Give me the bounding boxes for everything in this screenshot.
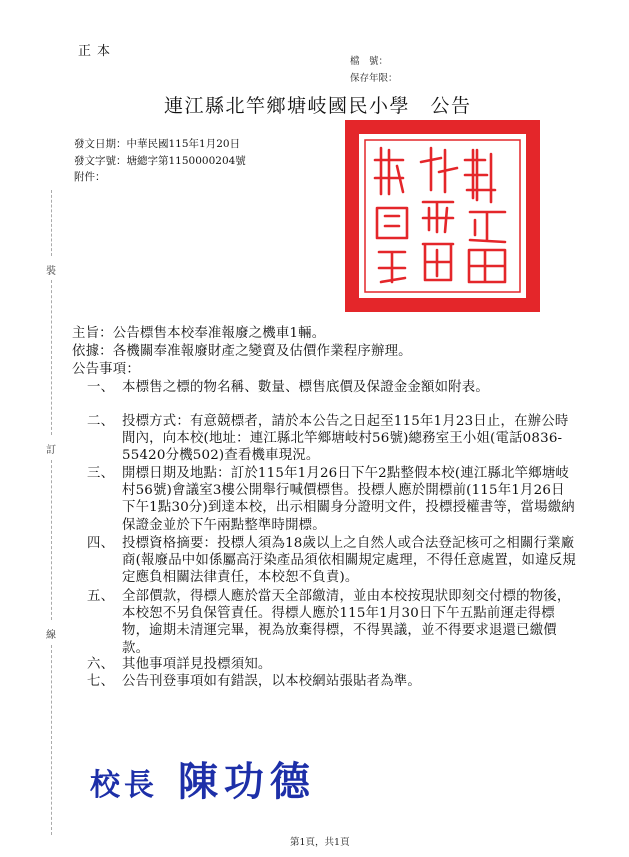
binding-dash	[51, 460, 52, 620]
item-text: 公告刊登事項如有錯誤，以本校網站張貼者為準。	[122, 674, 421, 689]
binding-dash	[51, 280, 52, 435]
item-number: 二、	[87, 414, 115, 429]
signature-title: 校長	[90, 768, 158, 803]
item-number: 三、	[87, 466, 115, 481]
item-text: 投標資格摘要：投標人須為18歲以上之自然人或合法登記核可之相關行業廠商(報廢品中如係屬高汙染產品須依相關規定處理，不得任意處置，如違反規定應負相關法律責任，本校恕不負責)。	[122, 536, 576, 586]
item-text: 開標日期及地點：訂於115年1月26日下午2點整假本校(連江縣北竿鄉塘岐村56號)會議室3樓公開舉行喊價標售。投標人應於開標前(115年1月26日下午1點30分)到達本校，出示相關身分證明文件，投標授權書等，當場繳納保證金並於下午兩點整準時開標。	[122, 466, 575, 533]
seal-graphic	[345, 120, 540, 312]
item-number: 一、	[87, 380, 115, 395]
copy-mark: 正本	[78, 44, 117, 59]
page-number: 第1頁，共1頁	[290, 837, 350, 848]
list-item	[87, 535, 577, 587]
document-number-label: 發文字號：	[74, 155, 127, 167]
list-item	[87, 379, 577, 396]
basis-line: 依據：各機關奉准報廢財產之變賣及估價作業程序辦理。	[72, 344, 412, 359]
list-item	[87, 413, 577, 465]
official-seal	[345, 120, 540, 312]
item-text: 全部價款，得標人應於當天全部繳清，並由本校按現狀即刻交付標的物後，本校恕不另負保管責任。得標人應於115年1月30日下午五點前運走得標物，逾期未清運完畢，視為放棄得標，不得異議，並不得要求退還已繳價款。	[122, 589, 571, 656]
document-number	[74, 153, 246, 168]
list-item	[87, 465, 577, 534]
item-text: 投標方式：有意競標者，請於本公告之日起至115年1月23日止，在辦公時間內，向本校(地址：連江縣北竿鄉塘岐村56號)總務室王小姐(電話0836-55420分機502)查看機車現況。	[122, 414, 569, 464]
document-number-value: 塘總字第1150000204號	[126, 155, 246, 167]
file-number-label: 檔 號：	[350, 56, 389, 67]
retention-label: 保存年限：	[350, 73, 398, 84]
signature-name: 陳功德	[177, 758, 316, 805]
item-text: 本標售之標的物名稱、數量、標售底價及保證金金額如附表。	[122, 380, 489, 395]
principal-signature	[90, 750, 316, 807]
issue-date	[74, 136, 240, 151]
binding-dash	[51, 645, 52, 835]
document-title: 連江縣北竿鄉塘岐國民小學 公告	[164, 95, 472, 117]
subject-line: 主旨：公告標售本校奉准報廢之機車1輛。	[72, 326, 326, 341]
item-text: 其他事項詳見投標須知。	[122, 657, 272, 672]
attachment-label: 附件：	[74, 171, 106, 183]
issue-date-label: 發文日期：	[74, 138, 127, 150]
binding-mark-staple: 訂	[46, 445, 56, 456]
item-number: 七、	[87, 674, 115, 689]
binding-dash	[51, 190, 52, 256]
list-item	[87, 673, 577, 690]
list-item	[87, 588, 577, 657]
item-number: 四、	[87, 536, 115, 551]
items-heading: 公告事項：	[72, 362, 140, 377]
binding-mark-bind: 裝	[46, 266, 56, 277]
issue-date-value: 中華民國115年1月20日	[126, 138, 241, 150]
list-item	[87, 656, 577, 673]
item-number: 六、	[87, 657, 115, 672]
item-number: 五、	[87, 589, 115, 604]
binding-mark-line: 線	[46, 630, 56, 641]
